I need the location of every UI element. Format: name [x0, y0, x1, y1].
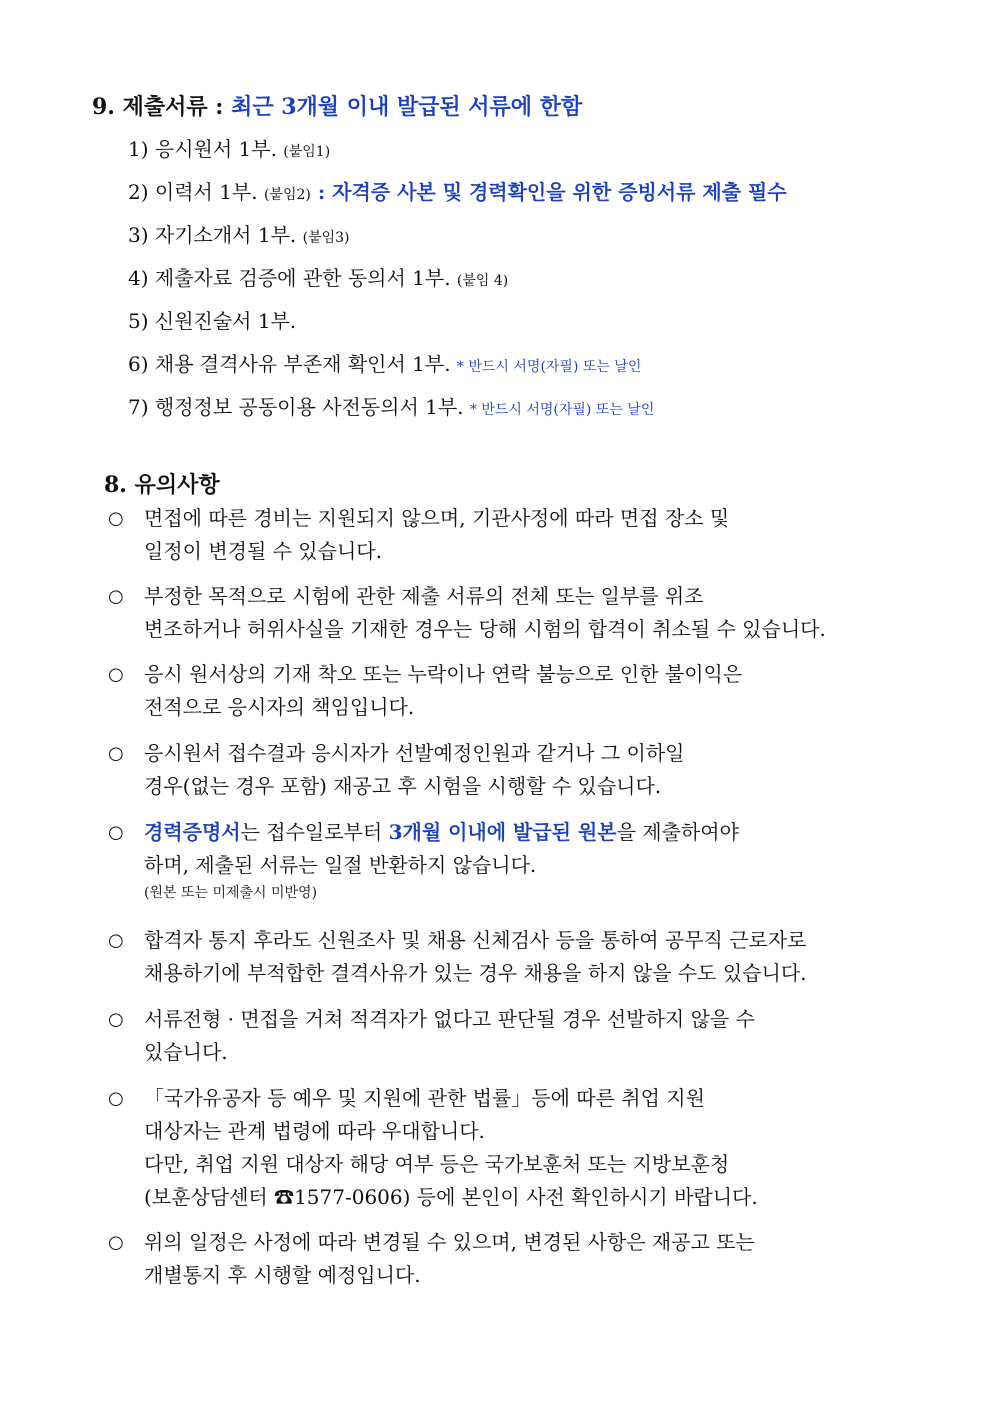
- bullet-icon: ○: [108, 930, 124, 951]
- item-note: * 반드시 서명(자필) 또는 날인: [456, 359, 642, 375]
- item-emphasis: : 자격증 사본 및 경력확인을 위한 증빙서류 제출 필수: [310, 180, 787, 204]
- paragraph-line: 응시원서 접수결과 응시자가 선발예정인원과 같거나 그 이하일: [144, 741, 685, 765]
- notice-paragraph: [144, 1082, 758, 1214]
- paragraph-line: 합격자 통지 후라도 신원조사 및 채용 신체검사 등을 통하여 공무직 근로자로: [144, 928, 807, 952]
- document-item: [128, 133, 330, 162]
- paragraph-line: 부정한 목적으로 시험에 관한 제출 서류의 전체 또는 일부를 위조: [144, 584, 704, 608]
- notice-paragraph: [144, 924, 807, 990]
- paragraph-subnote: (원본 또는 미제출시 미반영): [144, 885, 318, 901]
- notice-paragraph: [144, 502, 729, 568]
- paragraph-line: 「국가유공자 등 예우 및 지원에 관한 법률」등에 따른 취업 지원: [144, 1086, 705, 1110]
- item-attachment: (붙임1): [283, 144, 331, 160]
- paragraph-line: 일정이 변경될 수 있습니다.: [144, 539, 382, 563]
- document-item: [128, 305, 296, 334]
- bullet-icon: ○: [108, 664, 124, 685]
- item-attachment: (붙임2): [263, 187, 311, 203]
- paragraph-line: 위의 일정은 사정에 따라 변경될 수 있으며, 변경된 사항은 재공고 또는: [144, 1230, 755, 1254]
- paragraph-line: 채용하기에 부적합한 결격사유가 있는 경우 채용을 하지 않을 수도 있습니다.: [144, 961, 807, 985]
- item-text: 3) 자기소개서 1부.: [128, 223, 303, 247]
- notice-paragraph: [144, 816, 739, 904]
- paragraph-line: 하며, 제출된 서류는 일절 반환하지 않습니다.: [144, 853, 537, 877]
- section-9-heading: [92, 90, 582, 121]
- notice-paragraph: [144, 658, 742, 724]
- item-text: 5) 신원진술서 1부.: [128, 309, 297, 333]
- paragraph-line: (보훈상담센터 ☎1577-0606) 등에 본인이 사전 확인하시기 바랍니다.: [144, 1185, 758, 1209]
- document-item: [128, 176, 787, 205]
- paragraph-text: 을 제출하여야: [616, 820, 739, 844]
- bullet-icon: ○: [108, 1009, 124, 1030]
- notice-paragraph: [144, 1003, 755, 1069]
- item-attachment: (붙임3): [302, 230, 350, 246]
- item-text: 1) 응시원서 1부.: [128, 137, 284, 161]
- bullet-icon: ○: [108, 586, 124, 607]
- paragraph-line: 응시 원서상의 기재 착오 또는 누락이나 연락 불능으로 인한 불이익은: [144, 662, 743, 686]
- document-item: [128, 219, 350, 248]
- item-text: 7) 행정정보 공동이용 사전동의서 1부.: [128, 395, 470, 419]
- highlight-original: 3개월 이내에 발급된 원본: [388, 820, 617, 844]
- paragraph-line: 대상자는 관계 법령에 따라 우대합니다.: [144, 1119, 485, 1143]
- document-item: [128, 348, 641, 377]
- document-item: [128, 391, 654, 420]
- notice-paragraph: [144, 737, 684, 803]
- item-note: * 반드시 서명(자필) 또는 날인: [469, 402, 655, 418]
- item-text: 4) 제출자료 검증에 관한 동의서 1부.: [128, 266, 457, 290]
- bullet-icon: ○: [108, 822, 124, 843]
- bullet-icon: ○: [108, 1088, 124, 1109]
- item-text: 6) 채용 결격사유 부존재 확인서 1부.: [128, 352, 457, 376]
- paragraph-line: [144, 816, 739, 849]
- paragraph-line: 다만, 취업 지원 대상자 해당 여부 등은 국가보훈처 또는 지방보훈청: [144, 1152, 730, 1176]
- paragraph-line: 서류전형 · 면접을 거쳐 적격자가 없다고 판단될 경우 선발하지 않을 수: [144, 1007, 755, 1031]
- item-text: 2) 이력서 1부.: [128, 180, 264, 204]
- paragraph-line: 전적으로 응시자의 책임입니다.: [144, 695, 415, 719]
- section-9-note: 최근 3개월 이내 발급된 서류에 한함: [231, 94, 583, 120]
- paragraph-text: 는 접수일로부터: [240, 820, 389, 844]
- bullet-icon: ○: [108, 1232, 124, 1253]
- bullet-icon: ○: [108, 743, 124, 764]
- paragraph-line: 경우(없는 경우 포함) 재공고 후 시험을 시행할 수 있습니다.: [144, 774, 662, 798]
- section-9-title: 9. 제출서류 :: [92, 94, 232, 120]
- item-attachment: (붙임 4): [456, 273, 509, 289]
- paragraph-line: 있습니다.: [144, 1040, 228, 1064]
- notice-paragraph: [144, 580, 826, 646]
- paragraph-line: 변조하거나 허위사실을 기재한 경우는 당해 시험의 합격이 취소될 수 있습니다.: [144, 617, 826, 641]
- section-8-heading: 8. 유의사항: [104, 472, 220, 498]
- bullet-icon: ○: [108, 508, 124, 529]
- paragraph-line: 개별통지 후 시행할 예정입니다.: [144, 1263, 421, 1287]
- paragraph-line: 면접에 따른 경비는 지원되지 않으며, 기관사정에 따라 면접 장소 및: [144, 506, 730, 530]
- notice-paragraph: [144, 1226, 755, 1292]
- highlight-career-certificate: 경력증명서: [144, 820, 241, 844]
- document-item: [128, 262, 508, 291]
